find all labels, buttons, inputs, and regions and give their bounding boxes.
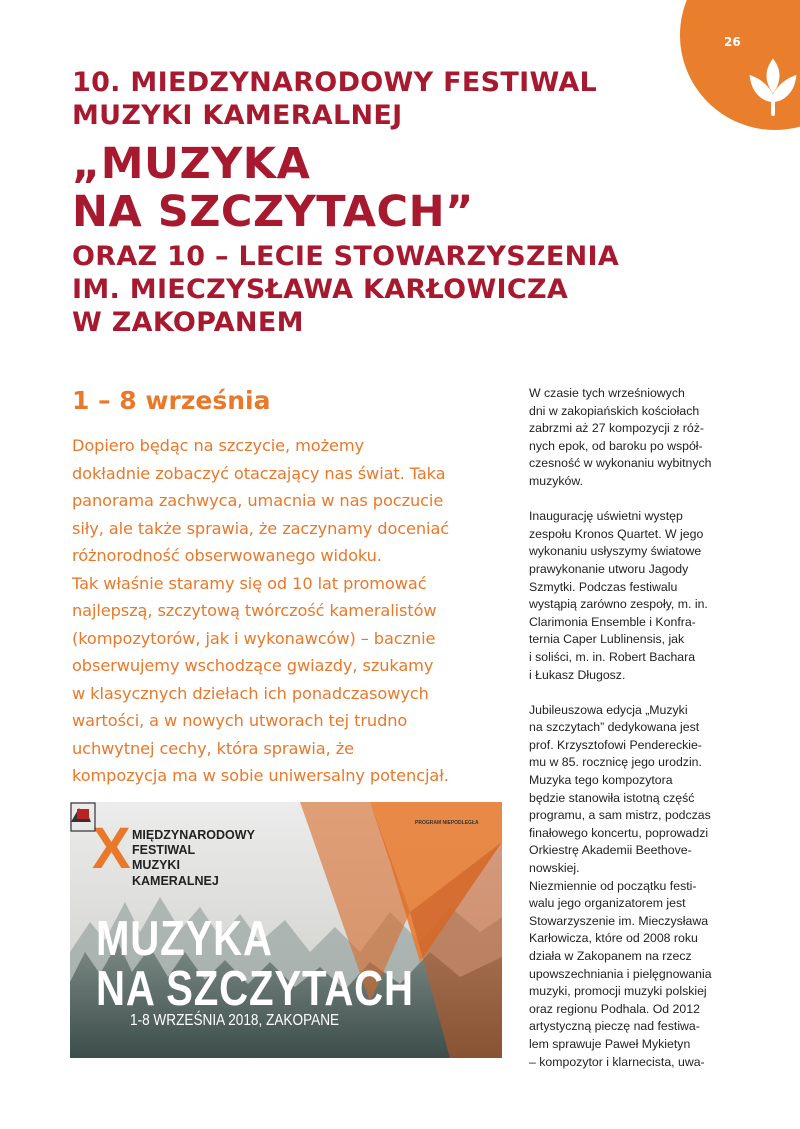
sponsor-logo-text: PROGRAM NIEPODLEGŁA	[415, 820, 479, 826]
poster-festival-name	[132, 828, 255, 889]
body-line: prof. Krzysztofowi Pendereckie-	[529, 737, 702, 752]
body-line: oraz regionu Podhala. Od 2012	[529, 1001, 700, 1016]
lead-line: dokładnie zobaczyć otaczający nas świat. Taka	[72, 463, 446, 483]
lead-line: w klasycznych dziełach ich ponadczasowych	[72, 683, 429, 703]
page-number: 26	[724, 35, 741, 49]
body-line: upowszechniania i pielęgnowania	[529, 966, 712, 981]
body-line: finałowego koncertu, poprowadzi	[529, 825, 709, 840]
body-line: Szmytki. Podczas festiwalu	[529, 579, 678, 594]
poster-word: MUZYKI	[132, 858, 180, 873]
body-line: Niezmiennie od początku festi-	[529, 878, 697, 893]
body-line: W czasie tych wrześniowych	[529, 386, 685, 400]
body-line: zespołu Kronos Quartet. W jego	[529, 526, 704, 541]
body-line: Muzyka tego kompozytora	[529, 773, 673, 788]
poster-title	[96, 914, 414, 1014]
title-big-line: „MUZYKA	[72, 139, 311, 189]
body-line: programu, a sam mistrz, podczas	[529, 808, 711, 823]
lead-line: kompozycja ma w sobie uniwersalny potencjał.	[72, 766, 449, 785]
festival-poster	[70, 802, 502, 1058]
body-line: dni w zakopiańskich kościołach	[529, 403, 700, 418]
lead-line: uchwytnej cechy, która sprawia, że	[72, 738, 354, 758]
body-line: muzyków.	[529, 473, 583, 488]
body-line: wystąpią zarówno zespoły, m. in.	[529, 597, 708, 612]
poster-title-line: MUZYKA	[96, 912, 273, 966]
lead-line: siły, ale także sprawia, że zaczynamy doceniać	[72, 518, 450, 538]
poster-x-mark: X	[92, 816, 131, 881]
lead-line: Dopiero będąc na szczycie, możemy	[72, 436, 364, 455]
body-line: Inaugurację uświetni występ	[529, 509, 683, 524]
sponsor-emblem-icon	[70, 802, 96, 832]
body-line: wykonaniu usłyszymy światowe	[529, 544, 702, 559]
lead-line: Tak właśnie staramy się od 10 lat promować	[72, 573, 427, 593]
body-line: lem sprawuje Paweł Mykietyn	[529, 1036, 691, 1051]
body-line: mu w 85. rocznicę jego urodzin.	[529, 755, 702, 770]
body-line: czesność w wykonaniu wybitnych	[529, 456, 712, 471]
lead-line: (kompozytorów, jak i wykonawców) – bacznie	[72, 628, 436, 648]
title-line: IM. MIECZYSŁAWA KARŁOWICZA	[72, 274, 569, 305]
event-dates: 1 – 8 września	[72, 386, 271, 415]
wheat-leaf-icon	[746, 56, 800, 116]
body-line: będzie stanowiła istotną część	[529, 790, 695, 805]
body-line: muzyki, promocji muzyki polskiej	[529, 984, 707, 999]
body-line: walu jego organizatorem jest	[529, 896, 686, 911]
body-line: ternia Caper Lublinensis, jak	[529, 632, 685, 647]
body-line: Stowarzyszenie im. Mieczysława	[529, 913, 709, 928]
poster-date: 1-8 WRZEŚNIA 2018, ZAKOPANE	[130, 1012, 340, 1029]
title-line: W ZAKOPANEM	[72, 307, 304, 338]
body-line: Clarimonia Ensemble i Konfra-	[529, 614, 696, 629]
body-line: nych epok, od baroku po współ-	[529, 438, 703, 453]
lead-line: różnorodność obserwowanego widoku.	[72, 546, 382, 565]
body-line: na szczytach” dedykowana jest	[529, 720, 700, 735]
lead-line: panorama zachwyca, umacnia w nas poczucie	[72, 491, 444, 510]
body-paragraph	[529, 702, 744, 1071]
poster-title-line: NA SZCZYTACH	[96, 962, 414, 1016]
body-line: nowskiej.	[529, 861, 580, 876]
lead-line: wartości, a w nowych utworach tej trudno	[72, 711, 408, 730]
article-title	[72, 66, 752, 339]
lead-line: najlepszą, szczytową twórczość kameralistów	[72, 601, 437, 620]
body-line: zabrzmi aż 27 kompozycji z róż-	[529, 421, 704, 436]
body-paragraph	[529, 385, 744, 491]
lead-line: obserwujemy wschodzące gwiazdy, szukamy	[72, 656, 434, 675]
lead-paragraph	[72, 432, 512, 790]
body-line: Jubileuszowa edycja „Muzyki	[529, 702, 688, 717]
body-line: i soliści, m. in. Robert Bachara	[529, 649, 696, 664]
poster-word: FESTIWAL	[132, 843, 196, 858]
body-line: – kompozytor i klarnecista, uwa-	[529, 1054, 705, 1069]
body-paragraph	[529, 508, 744, 684]
body-line: Orkiestrę Akademii Beethove-	[529, 843, 692, 858]
body-column	[529, 385, 744, 1089]
body-line: artystyczną pieczę nad festiwa-	[529, 1019, 700, 1034]
body-line: Karłowicza, które od 2008 roku	[529, 931, 698, 946]
title-line: ORAZ 10 – LECIE STOWARZYSZENIA	[72, 241, 620, 272]
title-line: 10. MIEDZYNARODOWY FESTIWAL	[72, 67, 598, 98]
body-line: działa w Zakopanem na rzecz	[529, 949, 692, 963]
poster-word: MIĘDZYNARODOWY	[132, 828, 255, 842]
title-big-line: NA SZCZYTACH”	[72, 187, 474, 237]
body-line: prawykonanie utworu Jagody	[529, 561, 689, 576]
poster-word: KAMERALNEJ	[132, 873, 219, 888]
title-line: MUZYKI KAMERALNEJ	[72, 100, 403, 131]
body-line: i Łukasz Długosz.	[529, 667, 626, 682]
